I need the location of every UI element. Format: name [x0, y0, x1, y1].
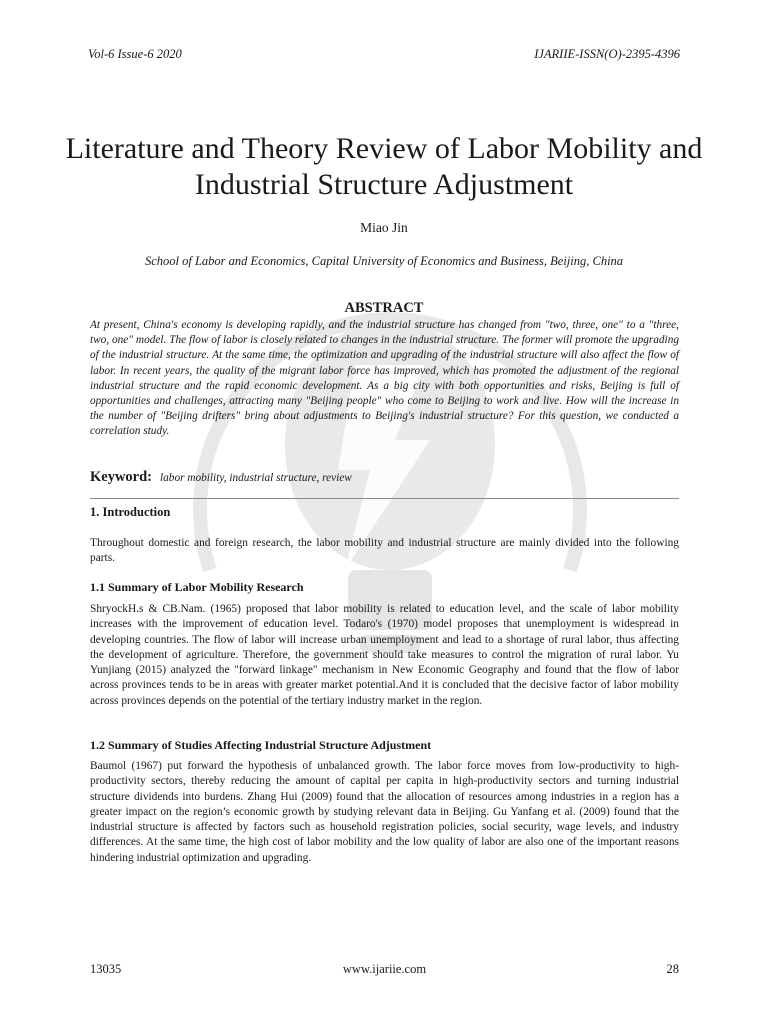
- journal-issn: IJARIIE-ISSN(O)-2395-4396: [534, 47, 680, 61]
- abstract-text: At present, China's economy is developing rapidly, and the industrial structure has changed from "two, three, one" to a "three, two, one" model. The flow of labor is closely related to changes in the industrial structure. The former will promote the upgrading of the industrial structure. At the same time, the optimization and upgrading of the industrial structure will also affect the flow of labor. In recent years, the quality of the migrant labor force has improved, which has promoted the adjustment of the regional industrial structure and the rapid economic development. As a big city with both opportunities and risks, Beijing is full of opportunities and challenges, attracting many "Beijing people" who come to Beijing to work and live. How will the increase in the number of "Beijing drifters" bring about adjustments to Beijing's industrial structure? For this question, we conducted a correlation study.: [90, 319, 679, 438]
- abstract-heading: ABSTRACT: [344, 300, 424, 316]
- paper-title: Literature and Theory Review of Labor Mobility and Industrial Structure Adjustment: [65, 132, 703, 201]
- section-heading-introduction: 1. Introduction: [90, 505, 171, 519]
- intro-paragraph: Throughout domestic and foreign research, the labor mobility and industrial structure are mainly divided into the following parts.: [90, 537, 679, 565]
- keywords: [90, 468, 679, 486]
- volume-issue: Vol-6 Issue-6 2020: [88, 47, 182, 61]
- section-divider: [90, 498, 679, 499]
- section-1-2-paragraph: Baumol (1967) put forward the hypothesis of unbalanced growth. The labor force moves from low-productivity to high-productivity sectors, thereby reducing the amount of capital per capita in high-productivity sectors and turning industrial structure dividends into burdens. Zhang Hui (2009) found that the allocation of resources among industries in a region has a greater impact on the region’s economic growth by studying relevant data in Beijing. Gu Yanfang et al. (2009) found that the industrial structure is affected by factors such as household registration policies, social security, wage levels, and industry differences. At the same time, the high cost of labor mobility and the low quality of labor are also one of the important reasons hindering industrial optimization and upgrading.: [90, 760, 679, 864]
- section-heading-1-1: 1.1 Summary of Labor Mobility Research: [90, 580, 304, 594]
- section-heading-1-2: 1.2 Summary of Studies Affecting Industrial Structure Adjustment: [90, 738, 432, 752]
- author-affiliation: School of Labor and Economics, Capital University of Economics and Business, Beijing, China: [144, 254, 624, 268]
- keyword-label: Keyword:: [90, 469, 153, 485]
- journal-website[interactable]: www.ijariie.com: [342, 962, 427, 976]
- page-footer: [90, 962, 679, 978]
- paper-id: 13035: [90, 962, 122, 976]
- author-name: Miao Jin: [360, 220, 408, 235]
- page-number: 28: [666, 962, 679, 976]
- running-header: [88, 47, 680, 65]
- keyword-values: labor mobility, industrial structure, review: [160, 472, 352, 484]
- section-1-1-paragraph: ShryockH.s & CB.Nam. (1965) proposed that labor mobility is related to education level, and the scale of labor mobility increases with the improvement of education level. Todaro's (1970) model proposes that unemployment is widespread in developing countries. The flow of labor will increase urban unemployment and lead to a shortage of rural labor, thus affecting the development of agriculture. Therefore, the government should take measures to control the migration of rural labor. Yu Yunjiang (2015) analyzed the "forward linkage" mechanism in New Economic Geography and found that the flow of labor across provinces tends to be in areas with greater market potential.And it is concluded that the decisive factor of labor mobility across provinces depends on the potential of the tertiary industry market in the region.: [90, 603, 679, 707]
